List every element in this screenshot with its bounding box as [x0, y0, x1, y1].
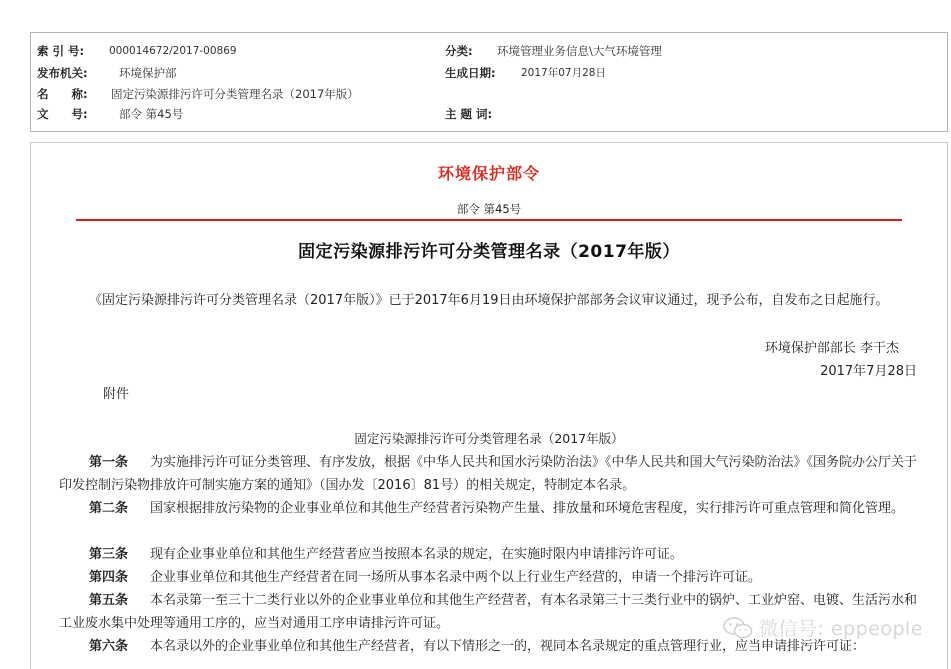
docno-value: 部令 第45号: [119, 107, 184, 121]
attachment-label: 附件: [103, 387, 130, 402]
article: [59, 451, 919, 497]
meta-row-name: [31, 85, 947, 103]
sign-date: 2017年7月28日: [820, 364, 917, 379]
issuer-label: 发布机关:: [37, 66, 88, 80]
list-title: 固定污染源排污许可分类管理名录（2017年版）: [354, 431, 624, 446]
article-text: 本名录第一至三十二类行业以外的企业事业单位和其他生产经营者，有本名录第三十三类行业中的锅炉、工业炉窑、电镀、生活污水和工业废水集中处理等通用工序的，应当对通用工序申请排污许可证。: [59, 593, 918, 631]
document-number: 部令 第45号: [456, 202, 522, 216]
date-label: 生成日期:: [445, 66, 496, 80]
signatory: 环境保护部部长 李干杰: [764, 341, 899, 356]
article-number: 第一条: [89, 455, 129, 470]
meta-row-index: [31, 42, 947, 60]
article: [59, 543, 919, 566]
issuer-value: 环境保护部: [119, 66, 177, 80]
document-meta-box: [30, 32, 948, 132]
article-number: 第五条: [89, 593, 129, 608]
article-text: 本名录以外的企业事业单位和其他生产经营者，有以下情形之一的，视同本名录规定的重点管理行业，应当申请排污许可证：: [150, 639, 866, 654]
name-value: 固定污染源排污许可分类管理名录（2017年版）: [111, 87, 359, 101]
article-number: 第六条: [89, 639, 129, 654]
article-number: 第四条: [89, 570, 129, 585]
document-title: 固定污染源排污许可分类管理名录（2017年版）: [298, 242, 680, 262]
category-label: 分类:: [445, 44, 473, 58]
article-text: 企业事业单位和其他生产经营者在同一场所从事本名录中两个以上行业生产经营的，申请一个排污许可证。: [150, 570, 762, 585]
article-text: 为实施排污许可证分类管理、有序发放，根据《中华人民共和国水污染防治法》《中华人民共和国大气污染防治法》《国务院办公厅关于印发控制污染物排放许可制实施方案的通知》（国办发〔2016〕81号）的相关规定，特制定本名录。: [59, 455, 918, 493]
article-number: 第二条: [89, 501, 129, 516]
article-text: 国家根据排放污染物的企业事业单位和其他生产经营者污染物产生量、排放量和环境危害程度，实行排污许可重点管理和简化管理。: [150, 501, 905, 516]
article-text: 现有企业事业单位和其他生产经营者应当按照本名录的规定，在实施时限内申请排污许可证。: [150, 547, 684, 562]
wechat-icon: [723, 617, 753, 639]
meta-row-docno: [31, 105, 947, 123]
docno-label: 文 号:: [37, 107, 88, 121]
meta-row-issuer: [31, 64, 947, 82]
article: [59, 497, 919, 520]
document-body: [30, 142, 948, 669]
article: [59, 566, 919, 589]
intro-paragraph: 《固定污染源排污许可分类管理名录（2017年版）》已于2017年6月19日由环境保护部部务会议审议通过，现予公布，自发布之日起施行。: [89, 293, 889, 308]
keywords-label: 主 题 词:: [445, 107, 493, 121]
category-value: 环境管理业务信息\大气环境管理: [497, 44, 662, 58]
article-number: 第三条: [89, 547, 129, 562]
date-value: 2017年07月28日: [521, 67, 606, 79]
red-divider: [76, 219, 902, 221]
watermark-text: 微信号: eppeople: [758, 618, 923, 640]
issuer-heading: 环境保护部令: [437, 164, 540, 183]
index-value: 000014672/2017-00869: [109, 45, 237, 57]
watermark: [723, 614, 923, 641]
name-label: 名 称:: [37, 87, 88, 101]
index-label: 索 引 号:: [37, 44, 85, 58]
